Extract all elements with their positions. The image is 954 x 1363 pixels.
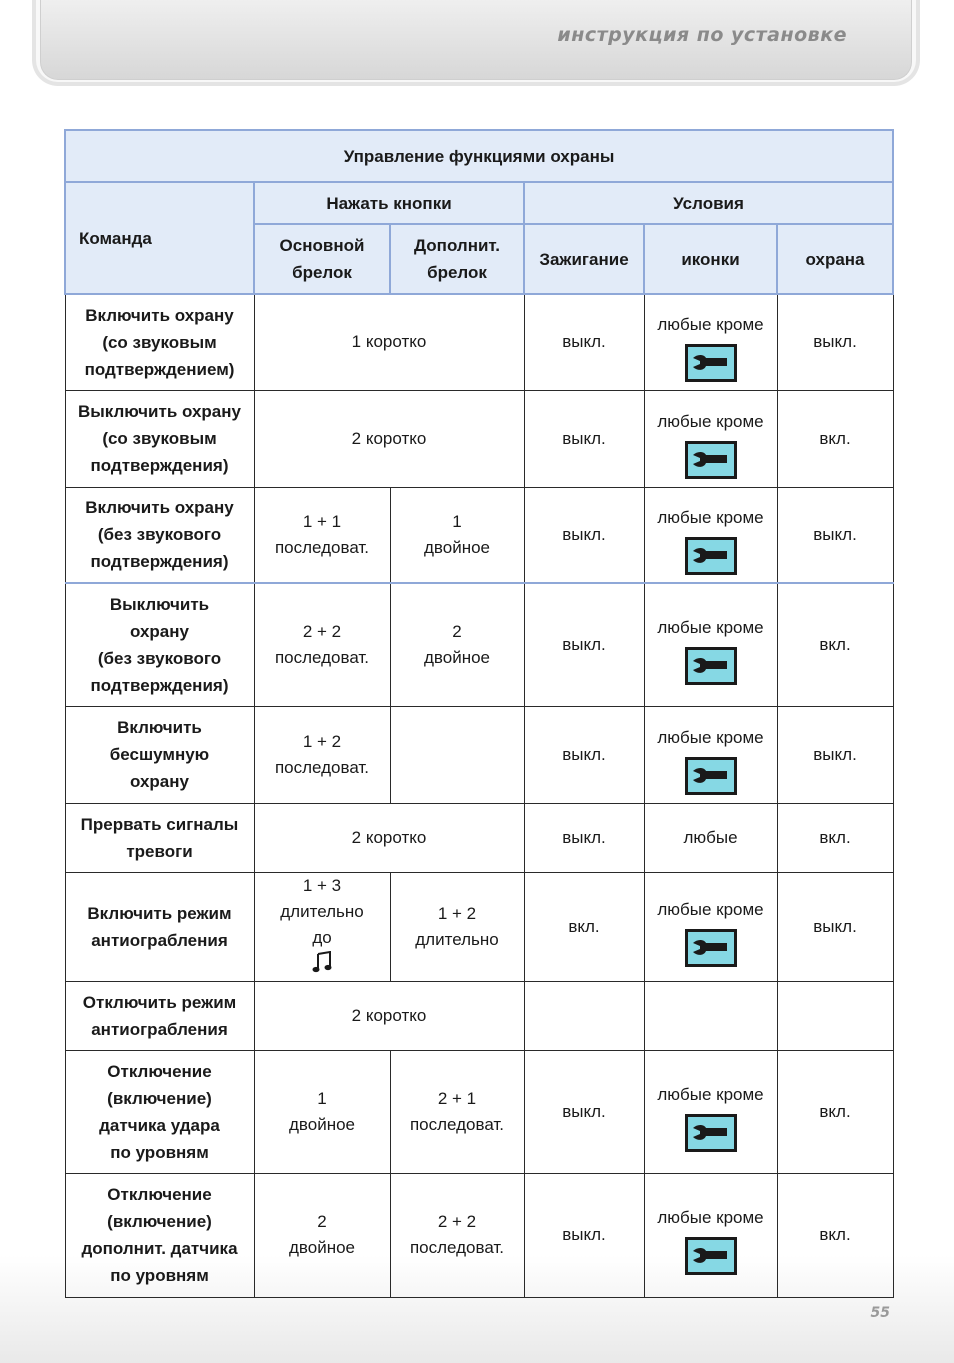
command-cell: Отключение (включение) датчика удара по уровням [65,1050,254,1173]
header-icons: иконки [644,224,777,294]
guard-cell: вкл. [777,1050,893,1173]
command-cell: Включить бесшумную охрану [65,706,254,803]
buttons-cell: 2 коротко [254,390,524,487]
table-row [65,1050,893,1173]
header-guard: охрана [777,224,893,294]
icons-cell: любые кроме [644,706,777,803]
command-cell: Выключить охрану (без звукового подтверждения) [65,583,254,706]
wrench-icon [685,441,737,479]
icons-cell [644,981,777,1050]
extra-fob-cell: 2 + 1 последоват. [390,1050,524,1173]
table-row [65,294,893,390]
icons-cell: любые кроме [644,1050,777,1173]
table-row [65,1173,893,1297]
guard-cell: вкл. [777,390,893,487]
ignition-cell: выкл. [524,706,644,803]
icons-cell: любые [644,803,777,872]
icons-cell: любые кроме [644,1173,777,1297]
main-fob-cell: 1 + 1 последоват. [254,487,390,583]
security-functions-table [64,129,894,1298]
main-fob-cell: 1 + 3 длительно до [254,872,390,981]
icons-cell: любые кроме [644,872,777,981]
header-extra-fob: Дополнит. брелок [390,224,524,294]
table-row [65,583,893,706]
command-cell: Выключить охрану (со звуковым подтверждения) [65,390,254,487]
header-ignition: Зажигание [524,224,644,294]
table-row [65,803,893,872]
main-fob-cell: 1 + 2 последоват. [254,706,390,803]
wrench-icon [685,1237,737,1275]
header-conditions: Условия [524,182,893,224]
ignition-cell [524,981,644,1050]
extra-fob-cell [390,706,524,803]
header-bar [40,0,912,80]
page-number: 55 [870,1305,890,1321]
guard-cell: вкл. [777,1173,893,1297]
buttons-cell: 2 коротко [254,803,524,872]
ignition-cell: выкл. [524,390,644,487]
main-fob-cell: 1 двойное [254,1050,390,1173]
extra-fob-cell: 2 двойное [390,583,524,706]
header-command: Команда [65,182,254,294]
wrench-icon [685,757,737,795]
header-main-fob: Основной брелок [254,224,390,294]
ignition-cell: выкл. [524,294,644,390]
extra-fob-cell: 1 + 2 длительно [390,872,524,981]
ignition-cell: выкл. [524,1173,644,1297]
wrench-icon [685,929,737,967]
ignition-cell: выкл. [524,583,644,706]
table-caption: Управление функциями охраны [65,130,893,182]
buttons-cell: 1 коротко [254,294,524,390]
guard-cell: вкл. [777,803,893,872]
ignition-cell: выкл. [524,803,644,872]
main-fob-cell: 2 + 2 последоват. [254,583,390,706]
table-row [65,706,893,803]
guard-cell: выкл. [777,294,893,390]
page-title: инструкция по установке [557,24,847,46]
guard-cell: вкл. [777,583,893,706]
command-cell: Включить режим антиограбления [65,872,254,981]
main-fob-cell: 2 двойное [254,1173,390,1297]
command-cell: Отключить режим антиограбления [65,981,254,1050]
command-cell: Включить охрану (со звуковым подтверждением) [65,294,254,390]
header-press-buttons: Нажать кнопки [254,182,524,224]
table-row [65,487,893,583]
icons-cell: любые кроме [644,583,777,706]
table-row [65,872,893,981]
command-cell: Включить охрану (без звукового подтверждения) [65,487,254,583]
wrench-icon [685,647,737,685]
extra-fob-cell: 1 двойное [390,487,524,583]
icons-cell: любые кроме [644,390,777,487]
icons-cell: любые кроме [644,294,777,390]
buttons-cell: 2 коротко [254,981,524,1050]
command-cell: Отключение (включение) дополнит. датчика по уровням [65,1173,254,1297]
guard-cell: выкл. [777,706,893,803]
guard-cell: выкл. [777,487,893,583]
ignition-cell: вкл. [524,872,644,981]
wrench-icon [685,344,737,382]
icons-cell: любые кроме [644,487,777,583]
extra-fob-cell: 2 + 2 последоват. [390,1173,524,1297]
guard-cell [777,981,893,1050]
ignition-cell: выкл. [524,487,644,583]
guard-cell: выкл. [777,872,893,981]
table-row [65,981,893,1050]
wrench-icon [685,1114,737,1152]
wrench-icon [685,537,737,575]
command-cell: Прервать сигналы тревоги [65,803,254,872]
music-note-icon [255,951,390,981]
table-row [65,390,893,487]
ignition-cell: выкл. [524,1050,644,1173]
